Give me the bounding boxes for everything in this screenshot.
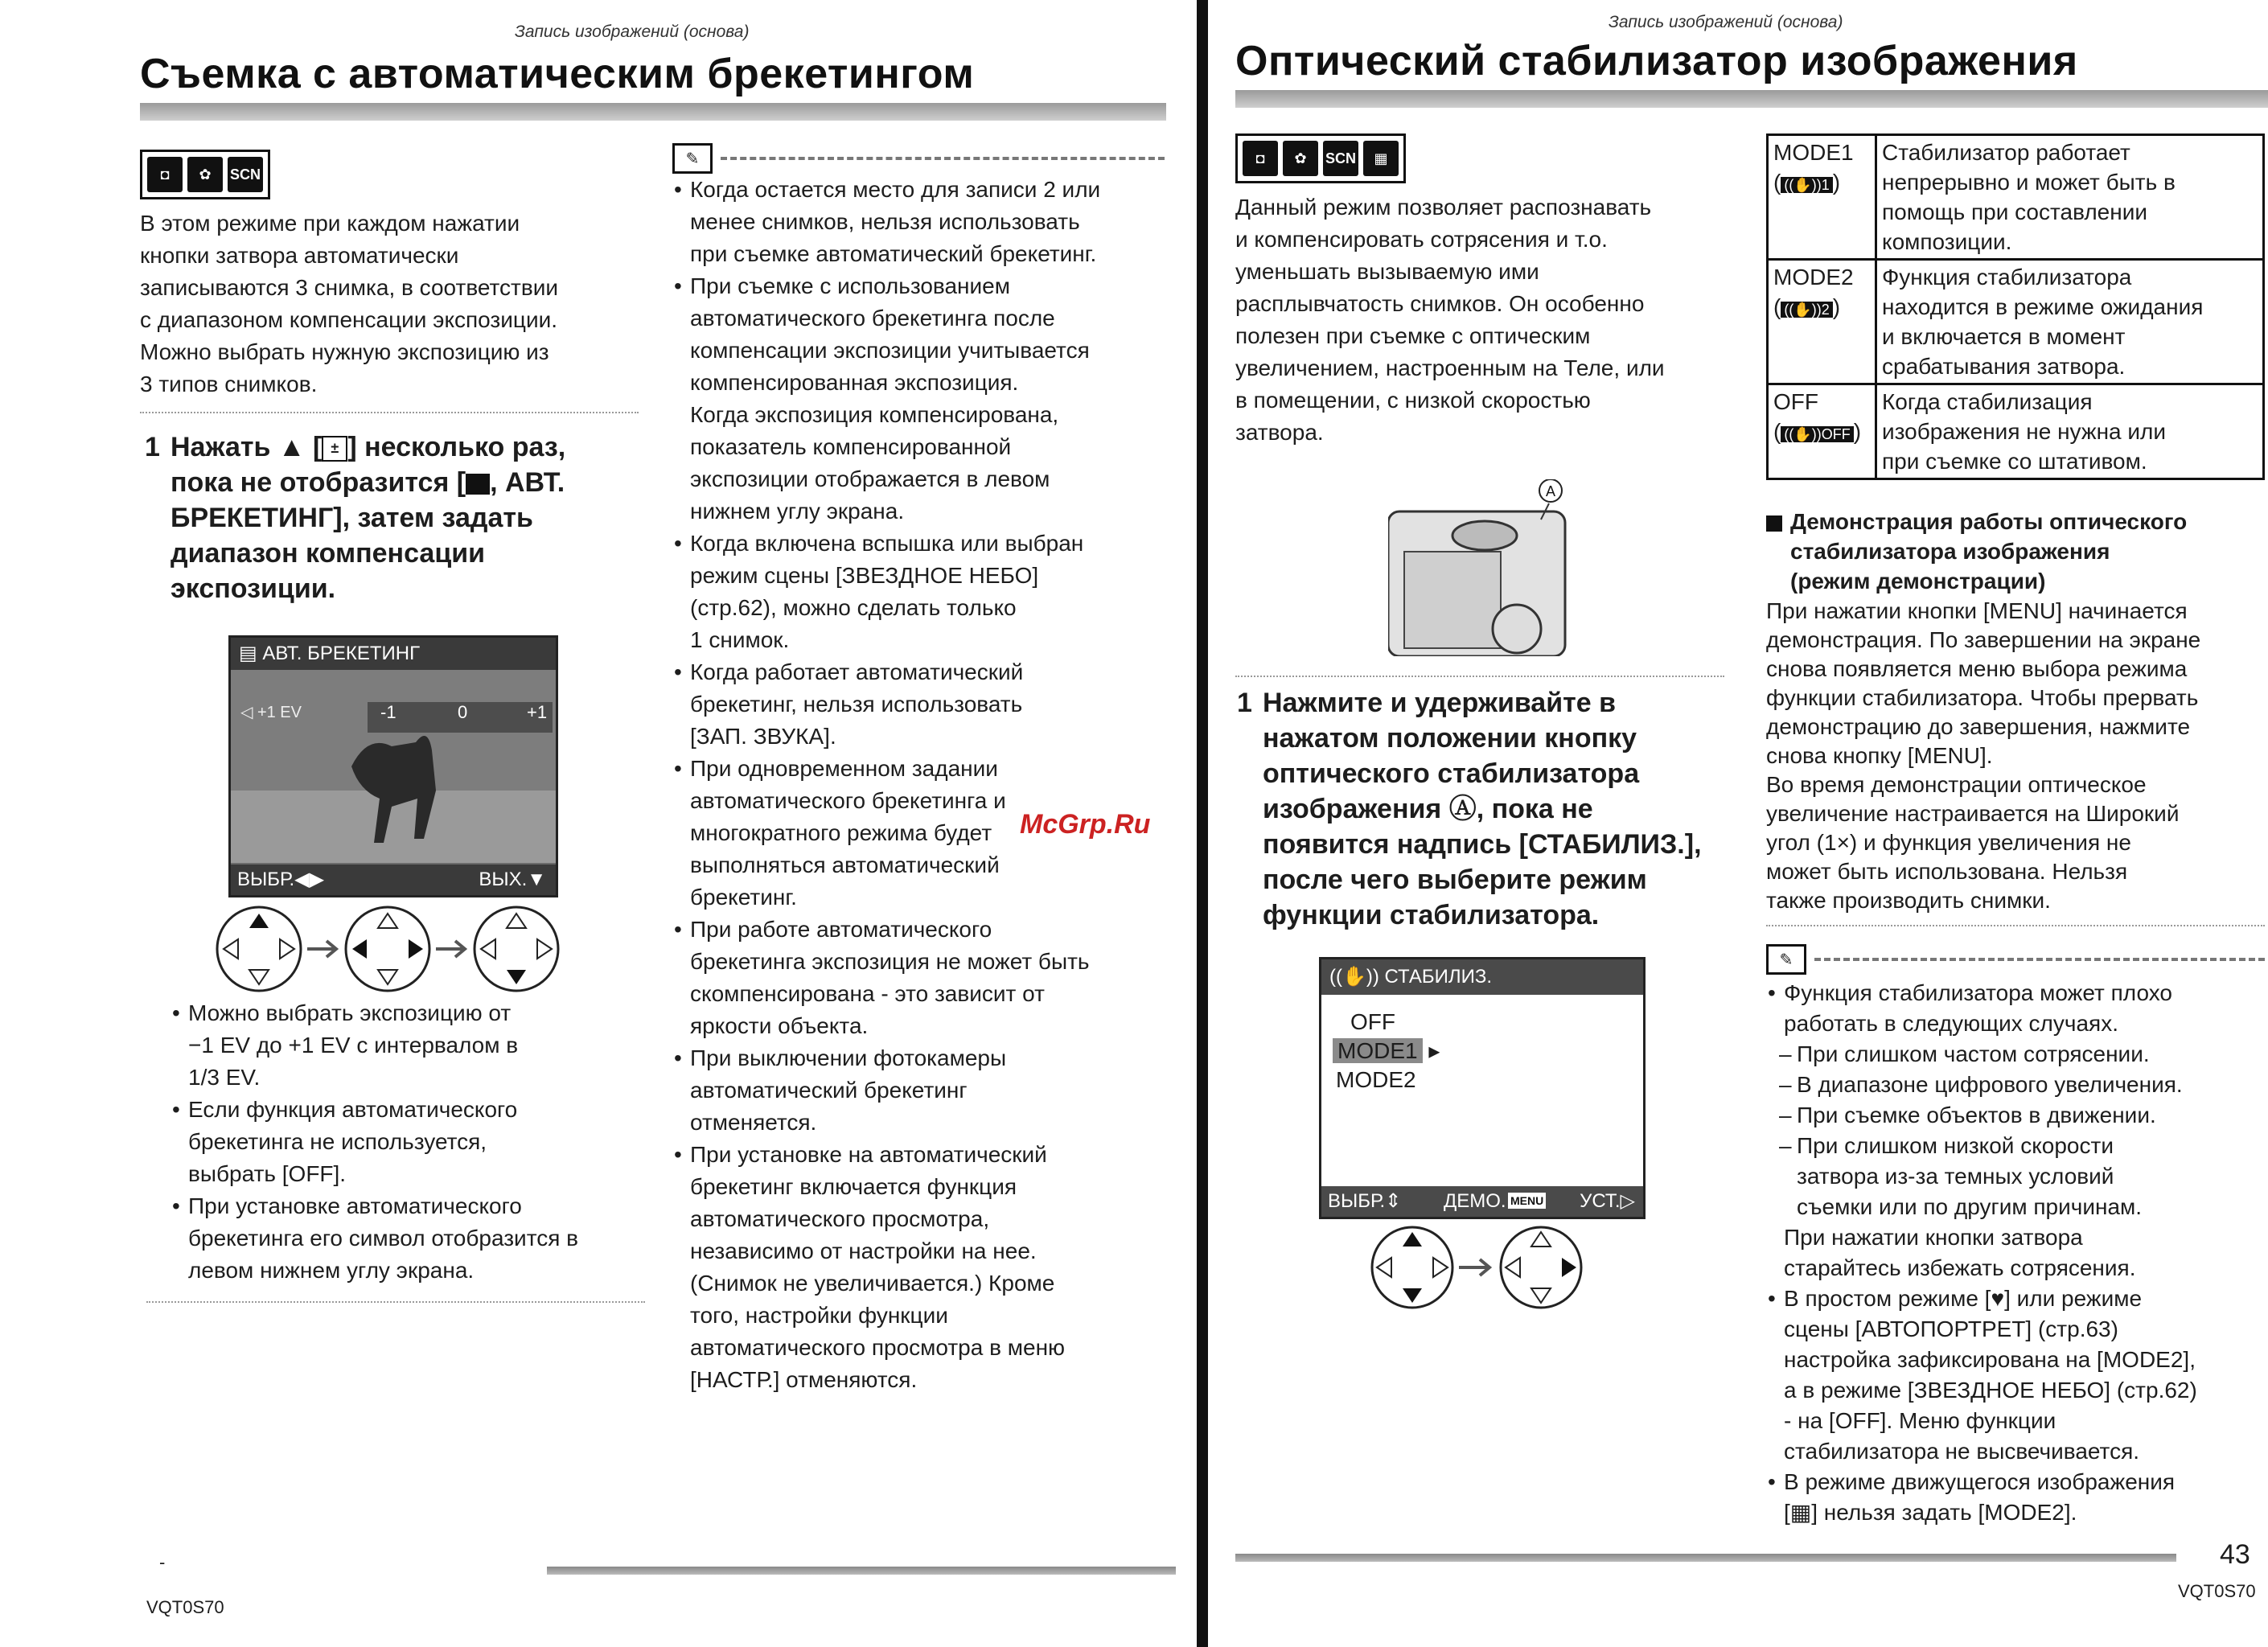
stabilizer-mode1-icon: ((✋))1 [1781, 177, 1832, 193]
lcd-footer [1321, 1186, 1643, 1217]
dpad-down-icon [475, 907, 558, 991]
right-dpad-sequence [1367, 1219, 1609, 1316]
step-number: 1 [145, 432, 160, 462]
right-notes-header [1766, 944, 2265, 975]
divider [1235, 676, 1724, 677]
camera-illustration [1388, 479, 1581, 656]
left-breadcrumb: Запись изображений (основа) [515, 23, 750, 41]
divider [140, 412, 639, 413]
section-square-icon [1766, 515, 1782, 532]
bullet-item: • Можно выбрать экспозицию от −1 EV до +1 EV с интервалом в 1/3 EV. [171, 997, 653, 1094]
divider [1766, 925, 2265, 926]
intro-line: Можно выбрать нужную экспозицию из [140, 339, 549, 364]
table-row [1768, 260, 2264, 384]
step-line: диапазон компенсации [171, 538, 486, 569]
left-notes-header [672, 143, 1165, 174]
step-line: изображения Ⓐ, пока не [1263, 794, 1593, 824]
note-item: • В простом режиме [♥] или режиме сцены [АВТОПОРТРЕТ] (стр.63) настройка зафиксирована на [MODE2], а в режиме [ЗВЕЗДНОЕ НЕБО] (стр.62) - на [OFF]. Меню функции стабилизатора не высвечивается. [1766, 1284, 2268, 1467]
bullet-item: • При установке автоматического брекетинга его символ отобразится в левом нижнем углу экрана. [171, 1190, 653, 1287]
bullet-item: • Если функция автоматического брекетинга не используется, выбрать [OFF]. [171, 1094, 653, 1190]
right-intro [1235, 191, 1750, 449]
left-footer-rule [547, 1567, 1176, 1575]
demo-section-text: При нажатии кнопки [MENU] начинается демонстрация. По завершении на экране снова появляется меню выбора режима функции стабилизатора. Чтобы прервать демонстрацию до завершения, нажмите снова кнопку [MENU]. Во время демонстрации оптическое увеличение настраивается на Широкий угол (1×) и функция увеличения не может быть использована. Нельзя также производить снимки. [1766, 598, 2201, 913]
auto-bracket-icon [466, 474, 490, 495]
ev-scale-zero: 0 [458, 702, 468, 722]
left-footer-mark: - [159, 1552, 166, 1572]
divider [146, 1301, 645, 1303]
page-number: 43 [2220, 1539, 2250, 1570]
step-line: БРЕКЕТИНГ], затем задать [171, 503, 533, 533]
auto-bracket-icon: ▤ [239, 643, 263, 664]
intro-line: Данный режим позволяет распознавать [1235, 195, 1652, 220]
intro-line: с диапазоном компенсации экспозиции. [140, 307, 558, 332]
step-line: оптического стабилизатора [1263, 758, 1640, 789]
mode-cell: MODE2 ( ((✋))2 ) [1768, 260, 1876, 384]
demo-section-title: Демонстрация работы оптического стабилизатора изображения (режим демонстрации) [1766, 507, 2265, 596]
note-item: • При работе автоматического брекетинга экспозиция не может быть скомпенсирована - это зависит от яркости объекта. [672, 914, 1171, 1042]
callout-a-label: A [1545, 483, 1556, 499]
stabilizer-mode-table [1766, 133, 2265, 480]
mode-desc-cell: Когда стабилизация изображения не нужна или при съемке со штативом. [1876, 384, 2264, 479]
right-step-1 [1237, 685, 1745, 933]
note-subitem: – При съемке объектов в движении. [1766, 1100, 2268, 1131]
note-item: • При выключении фотокамеры автоматический брекетинг отменяется. [672, 1042, 1171, 1139]
note-item: • Когда включена вспышка или выбран режим сцены [ЗВЕЗДНОЕ НЕБО] (стр.62), можно сделать только 1 снимок. [672, 528, 1171, 656]
lcd-footer-set: УСТ.▷ [1580, 1190, 1635, 1212]
watermark: McGrp.Ru [1020, 809, 1151, 840]
bracket-lcd-screen [228, 635, 558, 897]
arrow-right-icon [1459, 1259, 1489, 1275]
right-breadcrumb: Запись изображений (основа) [1609, 13, 1843, 31]
left-title-rule [140, 103, 1166, 121]
note-tail: При нажатии кнопки затвора старайтесь избежать сотрясения. [1784, 1225, 2136, 1280]
step-line: Нажмите и удерживайте в [1263, 688, 1617, 718]
lcd-header: ▤ АВТ. БРЕКЕТИНГ [231, 638, 556, 670]
lcd-footer-demo: ДЕМО. [1444, 1190, 1506, 1212]
intro-line: увеличением, настроенным на Теле, или [1235, 355, 1665, 380]
intro-line: расплывчатость снимков. Он особенно [1235, 291, 1645, 316]
intro-line: и компенсировать сотрясения и т.о. [1235, 227, 1608, 252]
step-line: пока не отобразится [ , АВТ. [171, 467, 565, 498]
ev-scale-plus: +1 [527, 702, 548, 722]
left-dpad-sequence [214, 901, 576, 997]
note-item: • При установке на автоматический брекетинг включается функция автоматического просмотра, независимо от настройки на нее. (Снимок не увеличивается.) Кроме того, настройки функции автоматического просмотра в меню [НАСТР.] отменяются. [672, 1139, 1171, 1396]
stabilizer-button-icon [1452, 521, 1517, 550]
menu-item-mode2[interactable]: MODE2 [1336, 1067, 1416, 1092]
step-line: появится надпись [СТАБИЛИЗ.], [1263, 829, 1702, 860]
step-line: экспозиции. [171, 573, 336, 604]
note-item: • Когда работает автоматический брекетинг, нельзя использовать [ЗАП. ЗВУКА]. [672, 656, 1171, 753]
dashed-divider [1814, 958, 2265, 961]
note-subitem: – При слишком низкой скорости затвора из-за темных условий съемки или по другим причинам. [1766, 1131, 2268, 1222]
lcd-photo [231, 670, 556, 863]
mode-cell: MODE1 ( ((✋))1 ) [1768, 135, 1876, 260]
arrow-right-icon [307, 941, 336, 957]
step-line: Нажать ▲ [ ± ] несколько раз, [171, 432, 566, 462]
lcd-footer-exit: ВЫХ.▼ [479, 869, 546, 890]
table-row [1768, 384, 2264, 479]
note-item: • При одновременном задании автоматического брекетинга и многократного режима будет выполняться автоматический брекетинг. [672, 753, 1171, 914]
dashed-divider [721, 157, 1165, 160]
intro-line: полезен при съемке с оптическим [1235, 323, 1591, 348]
right-notes [1766, 978, 2268, 1528]
dpad-right-icon [1501, 1227, 1581, 1308]
menu-key-icon: MENU [1508, 1193, 1546, 1209]
intro-line: в помещении, с низкой скоростью [1235, 388, 1591, 413]
right-title-rule [1235, 90, 2268, 108]
dpad-left-right-icon [346, 907, 429, 991]
portrait-mode-icon: ✿ [187, 157, 223, 192]
scn-mode-icon: SCN [1323, 141, 1358, 176]
lcd-footer [231, 865, 556, 895]
step-line: после чего выберите режим [1263, 865, 1647, 895]
intro-line: записываются 3 снимка, в соответствии [140, 275, 559, 300]
mode-desc-cell: Стабилизатор работает непрерывно и может быть в помощь при составлении композиции. [1876, 135, 2264, 260]
note-item: • При съемке с использованием автоматического брекетинга после компенсации экспозиции учитывается компенсированная экспозиция. Когда экспозиция компенсирована, показатель компенсированной экспозиции отображается в левом нижнем углу экрана. [672, 270, 1171, 528]
note-subitem: – При слишком частом сотрясении. [1766, 1039, 2268, 1070]
intro-line: В этом режиме при каждом нажатии [140, 211, 520, 236]
left-footer-code: VQT0S70 [146, 1597, 224, 1617]
right-footer-code: VQT0S70 [2178, 1581, 2256, 1601]
lcd-footer-select: ВЫБР.◀▶ [237, 869, 325, 890]
step-line: функции стабилизатора. [1263, 900, 1600, 930]
table-row [1768, 135, 2264, 260]
stabilizer-mode2-icon: ((✋))2 [1781, 302, 1832, 318]
camera-mode-icon: ◘ [147, 157, 183, 192]
note-icon: ✎ [672, 143, 713, 174]
left-bullets [171, 997, 653, 1287]
intro-line: затвора. [1235, 420, 1324, 445]
step-number: 1 [1237, 688, 1252, 718]
note-subitem: – В диапазоне цифрового увеличения. [1766, 1070, 2268, 1100]
scn-mode-icon: SCN [228, 157, 263, 192]
exposure-comp-icon: ± [322, 436, 347, 462]
dpad-up-down-icon [1372, 1227, 1452, 1308]
right-footer-rule [1235, 1554, 2176, 1562]
book-gutter [1197, 0, 1208, 1647]
dpad-up-icon [217, 907, 301, 991]
intro-line: кнопки затвора автоматически [140, 243, 459, 268]
step-line: нажатом положении кнопку [1263, 723, 1637, 754]
stabilizer-off-icon: ((✋))OFF [1781, 426, 1853, 442]
note-icon: ✎ [1766, 944, 1806, 975]
motion-picture-mode-icon: ▦ [1363, 141, 1399, 176]
lcd-footer-select: ВЫБР.⇕ [1328, 1190, 1402, 1212]
camera-mode-icon: ◘ [1243, 141, 1278, 176]
ev-scale-minus: -1 [380, 702, 396, 722]
left-step-1 [145, 429, 653, 606]
note-item: • В режиме движущегося изображения [▦] нельзя задать [MODE2]. [1766, 1467, 2268, 1528]
intro-line: уменьшать вызываемую ими [1235, 259, 1539, 284]
note-item: • Когда остается место для записи 2 или менее снимков, нельзя использовать при съемке автоматический брекетинг. [672, 174, 1171, 270]
portrait-mode-icon: ✿ [1283, 141, 1318, 176]
ev-value: ◁ +1 EV [240, 704, 302, 721]
left-notes [672, 174, 1171, 1396]
left-mode-icons [140, 150, 270, 199]
left-page-title: Съемка с автоматическим брекетингом [140, 51, 975, 97]
left-intro [140, 207, 655, 400]
mode-cell: OFF ( ((✋))OFF ) [1768, 384, 1876, 479]
stabilizer-lcd-screen [1319, 957, 1646, 1219]
right-page-title: Оптический стабилизатор изображения [1235, 38, 2078, 84]
menu-item-mode1[interactable]: MODE1 ▸ [1321, 1037, 1643, 1066]
arrow-right-icon [436, 941, 465, 957]
note-item: • Функция стабилизатора может плохо работать в следующих случаях. [1766, 978, 2268, 1039]
menu-item-off[interactable]: OFF [1350, 1009, 1395, 1034]
stabilizer-menu [1321, 995, 1643, 1095]
intro-line: 3 типов снимков. [140, 372, 318, 396]
mode-desc-cell: Функция стабилизатора находится в режиме ожидания и включается в момент срабатывания затвора. [1876, 260, 2264, 384]
lcd-header: ((✋)) СТАБИЛИЗ. [1321, 959, 1643, 995]
right-mode-icons [1235, 133, 1406, 183]
